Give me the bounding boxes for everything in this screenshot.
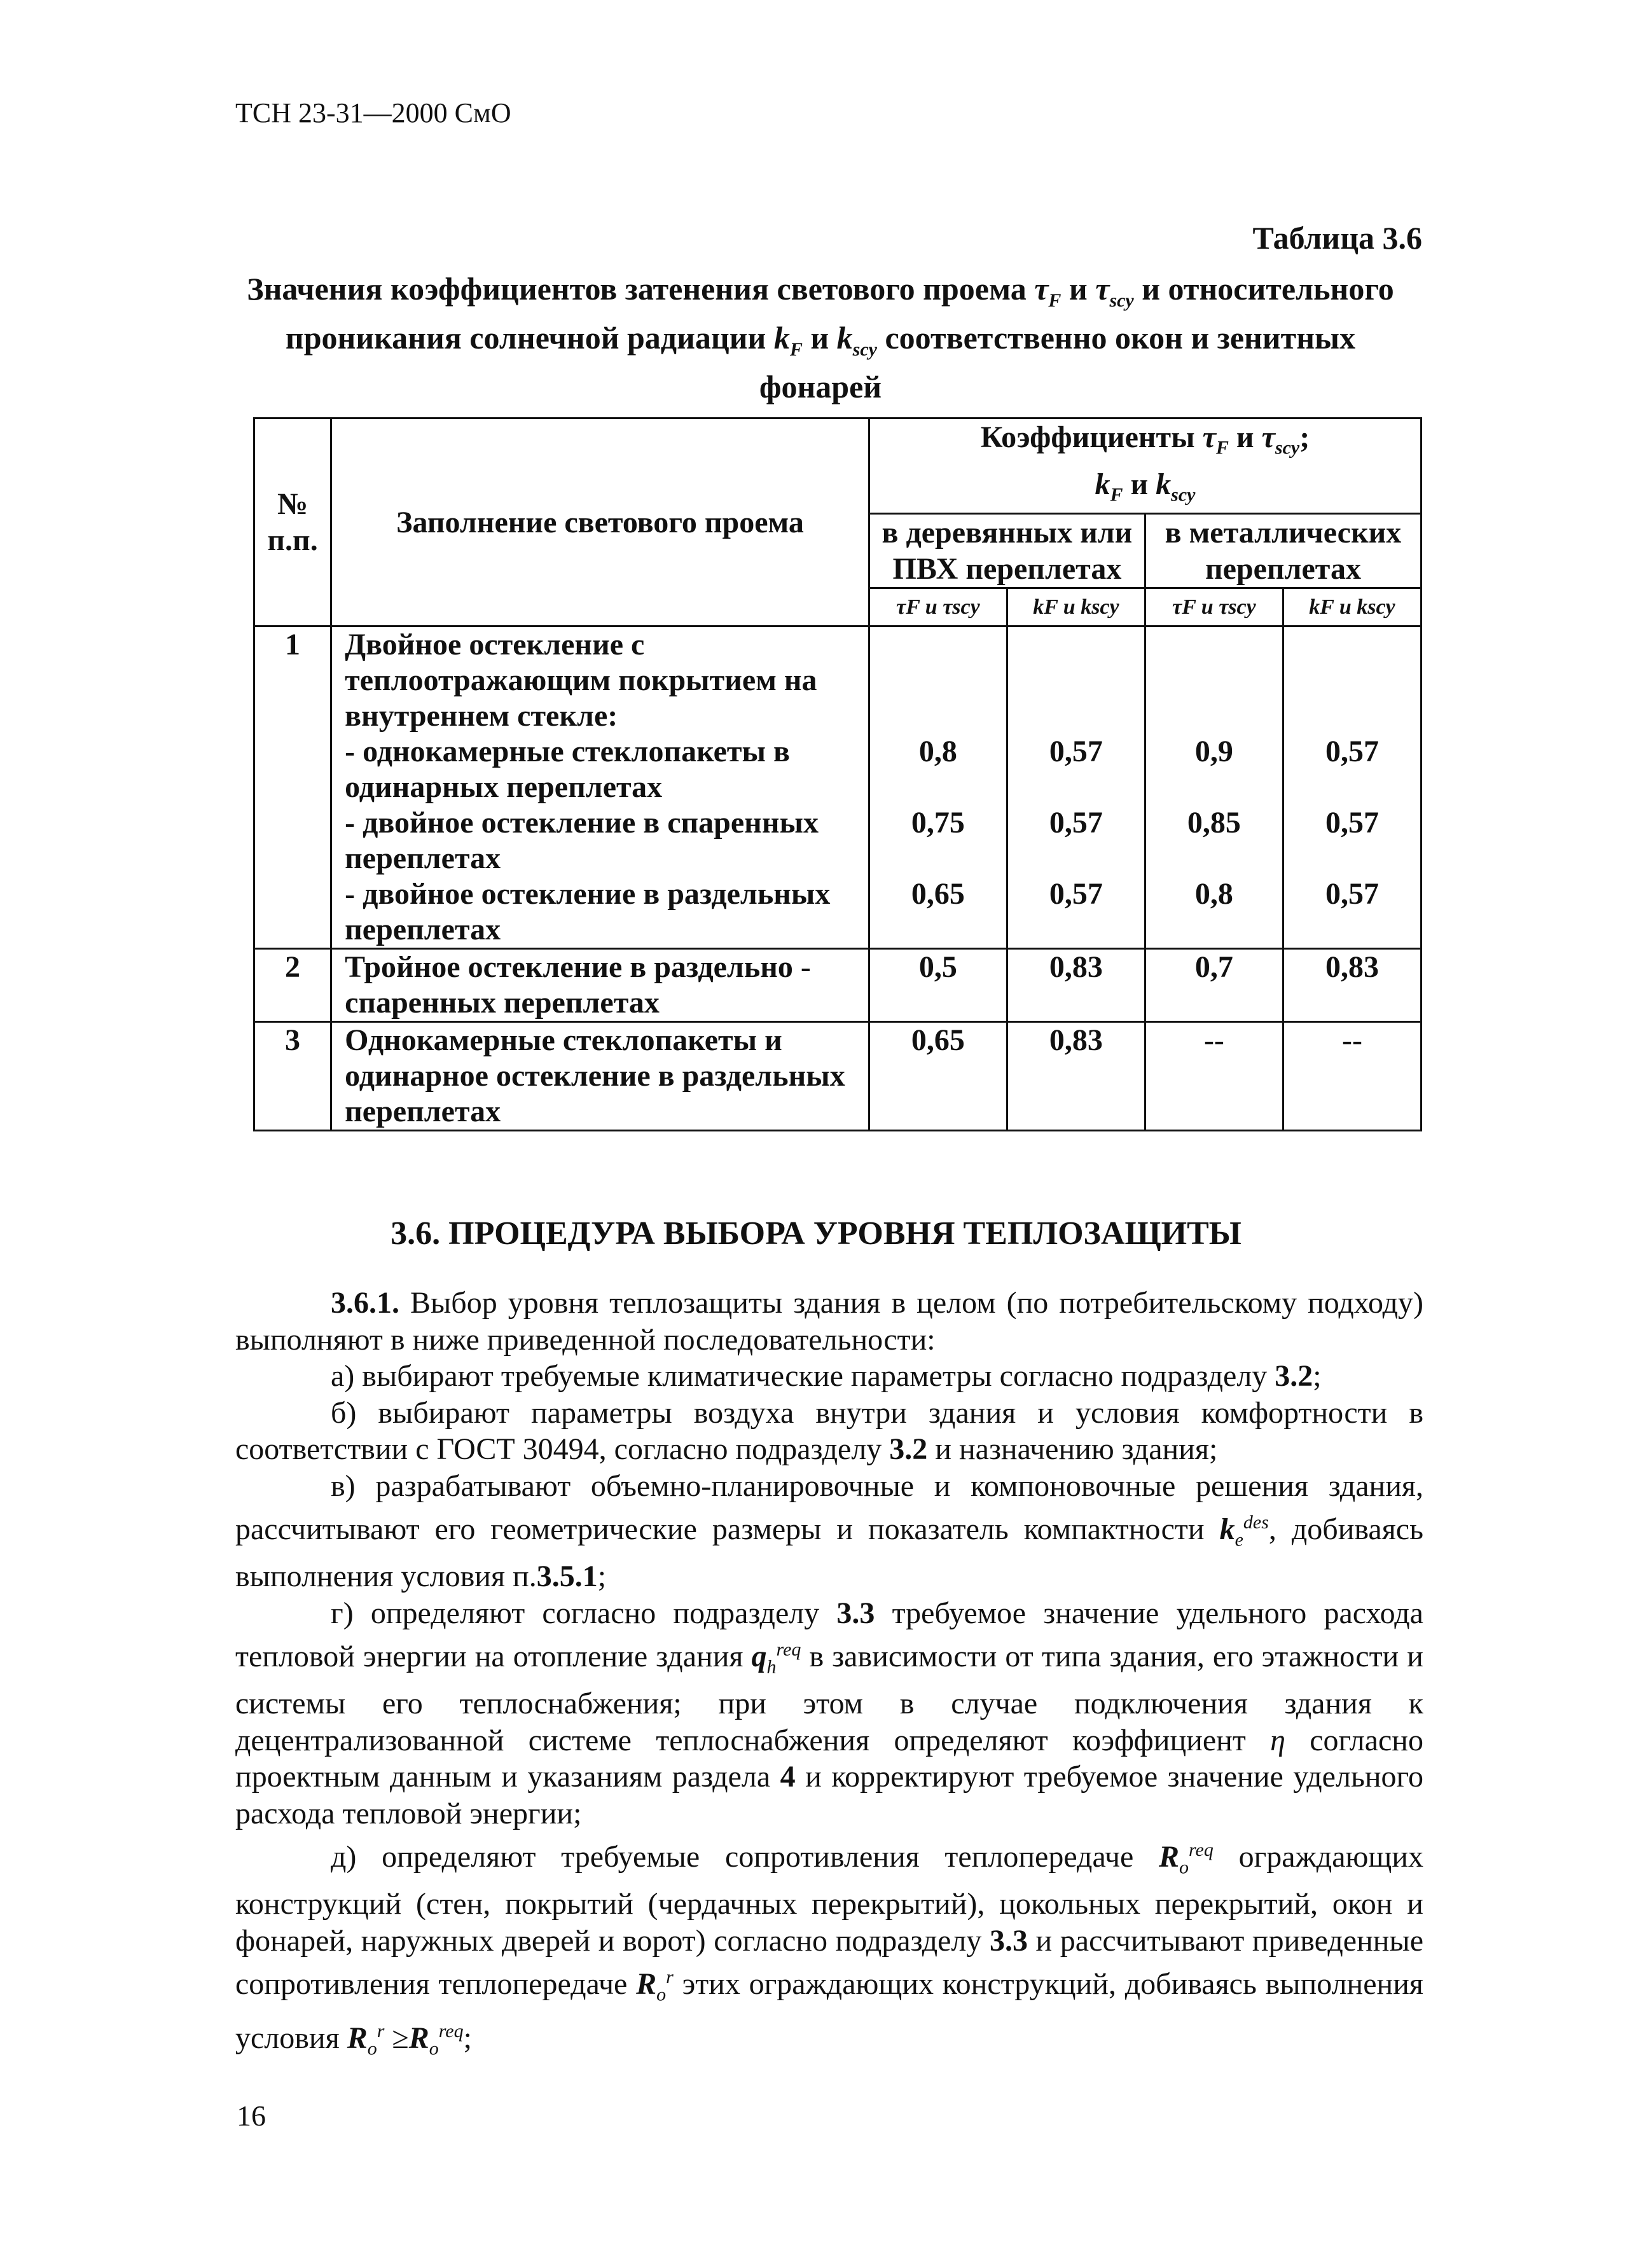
- values-tau-metal: 0,9 0,85 0,8: [1145, 626, 1283, 949]
- table-row: [254, 626, 1421, 949]
- value-cell: --: [1145, 1022, 1283, 1131]
- row-fill: Однокамерные стеклопакеты и одинарное остекление в раздельных переплетах: [331, 1022, 869, 1131]
- header-number: № п.п.: [254, 418, 331, 626]
- row-fill: Двойное остекление с теплоотражающим покрытием на внутреннем стекле: - однокамерные стеклопакеты в одинарных переплетах - двойное остекление в спаренных переплетах - двойное остекление в раздельных переплетах: [331, 626, 869, 949]
- body-text: [235, 1285, 1423, 2067]
- header-fill: Заполнение светового проема: [331, 418, 869, 626]
- value-cell: 0,83: [1007, 1022, 1145, 1131]
- value-cell: --: [1283, 1022, 1421, 1131]
- coefficients-table: [253, 417, 1422, 1131]
- subheader-tau-wood: τF и τscy: [869, 588, 1007, 626]
- value-cell: 0,5: [869, 949, 1007, 1022]
- paragraph-v: в) разрабатывают объемно-планировочные и компоновочные решения здания, рассчитывают его геометрические размеры и показатель компактности $k_e^{des}$, добиваясь выполнения условия п.3.5.1;: [235, 1469, 1424, 1594]
- page-number: 16: [237, 2099, 266, 2132]
- header-wood: в деревянных или ПВХ переплетах: [869, 514, 1145, 588]
- paragraph-a: а) выбирают требуемые климатические параметры согласно подразделу 3.2;: [331, 1359, 1322, 1393]
- value-cell: 0,7: [1145, 949, 1283, 1022]
- values-tau-wood: 0,8 0,75 0,65: [869, 626, 1007, 949]
- subheader-tau-metal: τF и τscy: [1145, 588, 1283, 626]
- row-fill: Тройное остекление в раздельно - спаренных переплетах: [331, 949, 869, 1022]
- section-title: 3.6. ПРОЦЕДУРА ВЫБОРА УРОВНЯ ТЕПЛОЗАЩИТЫ: [391, 1215, 1241, 1252]
- paragraph-b: б) выбирают параметры воздуха внутри здания и условия комфортности в соответствии с ГОСТ 30494, согласно подразделу 3.2 и назначению здания;: [235, 1395, 1423, 1466]
- table-caption: Значения коэффициентов затенения светового проема $\tau_F$ и $\tau_{scy}$ и относительного проникания солнечной радиации $k_F$ и $k_{scy}$ соответственно окон и зенитных фонарей: [247, 271, 1394, 405]
- row-number: 3: [254, 1022, 331, 1131]
- table-row: [254, 949, 1421, 1022]
- values-k-wood: 0,57 0,57 0,57: [1007, 626, 1145, 949]
- row-number: 2: [254, 949, 331, 1022]
- document-header: ТСН 23-31—2000 СмО: [235, 97, 511, 128]
- row-number: 1: [254, 626, 331, 949]
- paragraph-g: г) определяют согласно подразделу 3.3 требуемое значение удельного расхода тепловой энергии на отопление здания $q_h^{req}$ в зависимости от типа здания, его этажности и системы его теплоснабжения; при этом в случае подключения здания к децентрализованной системе теплоснабжения определяют коэффициент η согласно проектным данным и указаниям раздела 4 и корректируют требуемое значение удельного расхода тепловой энергии;: [235, 1596, 1424, 1830]
- value-cell: 0,83: [1283, 949, 1421, 1022]
- paragraph-d: д) определяют требуемые сопротивления теплопередаче $R_o^{req}$ ограждающих конструкций (стен, покрытий (чердачных перекрытий), цокольных перекрытий, окон и фонарей, наружных дверей и ворот) согласно подразделу 3.3 и рассчитывают приведенные сопротивления теплопередаче $R_o^r$ этих ограждающих конструкций, добиваясь выполнения условия $R_o^r \ge R_o^{req}$;: [235, 1839, 1423, 2059]
- table-number: Таблица 3.6: [1252, 220, 1422, 256]
- subheader-k-wood: kF и kscy: [1007, 588, 1145, 626]
- values-k-metal: 0,57 0,57 0,57: [1283, 626, 1421, 949]
- table-row: [254, 1022, 1421, 1131]
- value-cell: 0,65: [869, 1022, 1007, 1131]
- subheader-k-metal: kF и kscy: [1283, 588, 1421, 626]
- paragraph-3-6-1: 3.6.1. Выбор уровня теплозащиты здания в целом (по потребительскому подходу) выполняют в ниже приведенной последовательности:: [235, 1286, 1423, 1357]
- value-cell: 0,83: [1007, 949, 1145, 1022]
- header-coefficients: Коэффициенты $\tau_F$ и $\tau_{scy}$; $k_F$ и $k_{scy}$: [869, 418, 1421, 514]
- header-metal: в металлических переплетах: [1145, 514, 1421, 588]
